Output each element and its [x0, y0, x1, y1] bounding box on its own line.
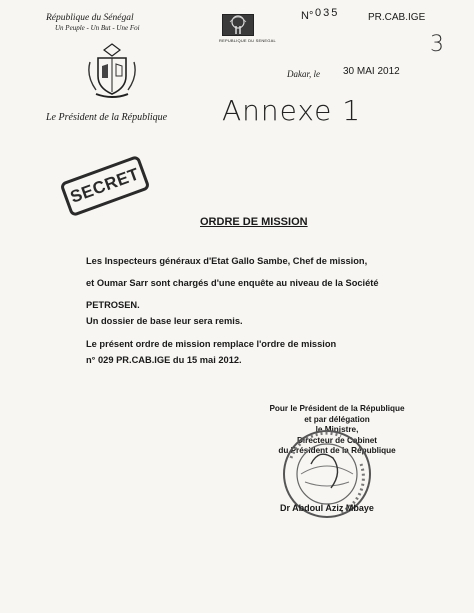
signature-line: et par délégation	[304, 414, 370, 424]
secret-stamp: SECRET	[59, 155, 150, 218]
document-date: 30 MAI 2012	[343, 66, 400, 77]
signature-line: Pour le Président de la République	[269, 404, 405, 413]
logo-caption: REPUBLIQUE DU SENEGAL	[219, 38, 276, 43]
coat-of-arms-icon	[86, 42, 138, 100]
paragraph-line: Le présent ordre de mission remplace l'ordre de mission	[86, 339, 337, 349]
paragraph-mission	[86, 250, 430, 316]
paragraph-line: n° 029 PR.CAB.IGE du 15 mai 2012.	[86, 355, 242, 365]
paragraph-line: Les Inspecteurs généraux d'Etat Gallo Sambe, Chef de mission,	[86, 256, 368, 266]
reference-code: PR.CAB.IGE	[368, 12, 426, 23]
place-label: Dakar, le	[287, 69, 320, 79]
paragraph-dossier: Un dossier de base leur sera remis.	[86, 316, 243, 326]
president-title: Le Président de la République	[46, 112, 168, 123]
margin-annotation: 3	[430, 32, 444, 57]
document-title: ORDRE DE MISSION	[200, 216, 308, 228]
national-motto: Un Peuple - Un But - Une Foi	[55, 24, 140, 32]
paragraph-line: PETROSEN.	[86, 300, 140, 310]
reference-label: N°	[301, 10, 314, 22]
handwritten-annotation: Annexe 1	[222, 94, 362, 127]
paragraph-replacement	[86, 336, 430, 368]
republic-heading: République du Sénégal	[46, 13, 134, 23]
signature-line: Directeur de Cabinet	[296, 435, 378, 445]
signature-line: le Ministre,	[315, 425, 359, 434]
paragraph-line: et Oumar Sarr sont chargés d'une enquête au niveau de la Société	[86, 278, 379, 288]
baobab-logo-icon	[222, 14, 254, 36]
signatory-name: Dr Abdoul Aziz Mbaye	[280, 503, 374, 513]
reference-number: 035	[315, 7, 340, 19]
signature-line: du Président de la République	[278, 446, 396, 455]
